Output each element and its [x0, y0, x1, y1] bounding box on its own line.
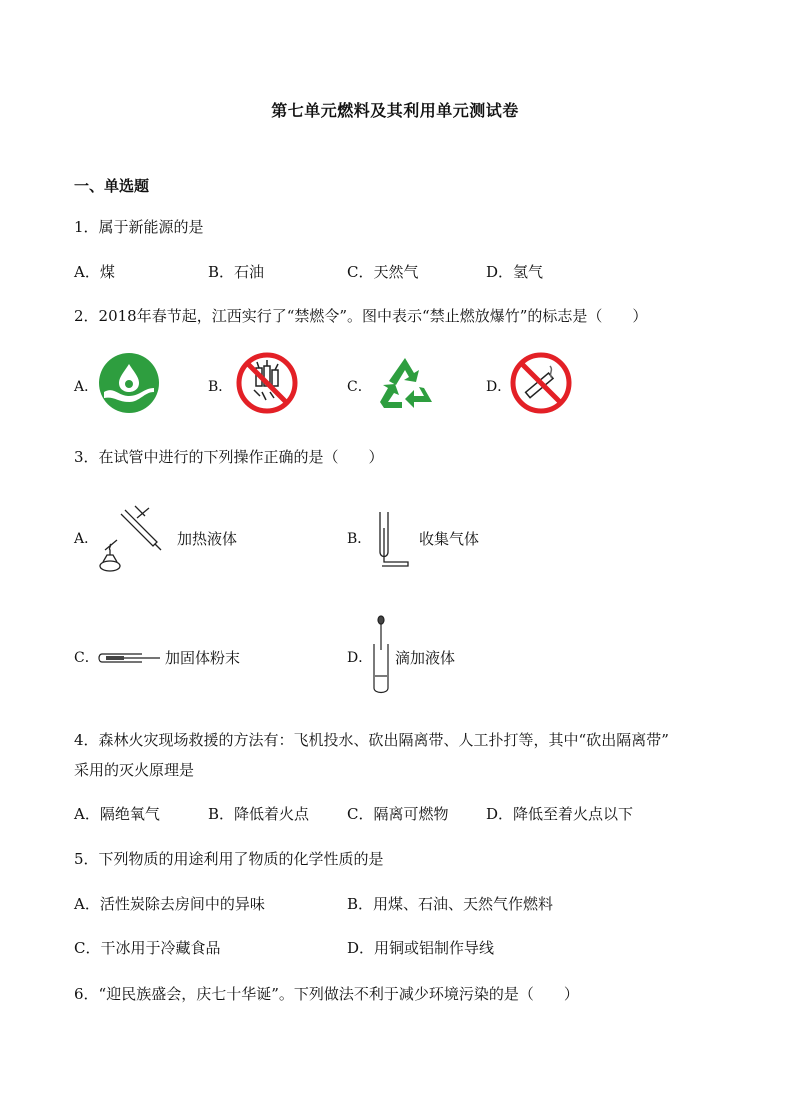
question-3-letter-b[interactable]: B．	[347, 531, 372, 547]
recycle-icon[interactable]	[374, 354, 436, 412]
question-3-letter-c[interactable]: C．	[74, 650, 99, 666]
adding-powder-apparatus-icon[interactable]	[98, 648, 162, 668]
question-3-letter-d[interactable]: D．	[347, 650, 373, 666]
section-heading: 一、单选题	[74, 177, 150, 195]
question-2-stem: 2．2018年春节起，江西实行了“禁燃令”。图中表示“禁止燃放爆竹”的标志是（ ）	[74, 307, 648, 325]
question-4-option-d[interactable]: D．降低至着火点以下	[486, 805, 634, 823]
heating-liquid-apparatus-icon[interactable]	[95, 500, 173, 578]
question-5-option-a[interactable]: A．活性炭除去房间中的异味	[74, 895, 265, 913]
question-5-option-b[interactable]: B．用煤、石油、天然气作燃料	[347, 895, 554, 913]
question-4-stem-line-2: 采用的灭火原理是	[74, 761, 195, 779]
no-fireworks-icon[interactable]	[236, 352, 298, 414]
page-title: 第七单元燃料及其利用单元测试卷	[271, 101, 519, 120]
question-3-label-c: 加固体粉末	[165, 649, 241, 667]
question-1-option-c[interactable]: C．天然气	[347, 263, 419, 281]
water-saving-icon[interactable]	[98, 352, 160, 414]
question-4-stem-line-1: 4．森林火灾现场救援的方法有：飞机投水、砍出隔离带、人工扑打等，其中“砍出隔离带”	[74, 731, 669, 749]
question-2-letter-d[interactable]: D．	[486, 379, 512, 395]
question-3-label-d: 滴加液体	[395, 649, 456, 667]
question-1-stem: 1．属于新能源的是	[74, 218, 204, 236]
question-3-letter-a[interactable]: A．	[74, 531, 99, 547]
question-3-stem: 3．在试管中进行的下列操作正确的是（ ）	[74, 448, 384, 466]
question-4-option-b[interactable]: B．降低着火点	[208, 805, 310, 823]
question-6-stem: 6．“迎民族盛会，庆七十华诞”。下列做法不利于减少环境污染的是（ ）	[74, 985, 579, 1003]
question-3-label-a: 加热液体	[177, 530, 238, 548]
gas-collection-apparatus-icon[interactable]	[370, 508, 414, 568]
question-4-option-c[interactable]: C．隔离可燃物	[347, 805, 449, 823]
question-5-option-c[interactable]: C．干冰用于冷藏食品	[74, 939, 221, 957]
question-1-option-b[interactable]: B．石油	[208, 263, 265, 281]
question-4-option-a[interactable]: A．隔绝氧气	[74, 805, 160, 823]
question-2-letter-b[interactable]: B．	[208, 379, 233, 395]
question-1-option-d[interactable]: D．氢气	[486, 263, 544, 281]
question-5-stem: 5．下列物质的用途利用了物质的化学性质的是	[74, 850, 384, 868]
question-3-label-b: 收集气体	[419, 530, 480, 548]
question-2-letter-a[interactable]: A．	[74, 379, 99, 395]
no-smoking-icon[interactable]	[510, 352, 572, 414]
question-2-letter-c[interactable]: C．	[347, 379, 372, 395]
question-1-option-a[interactable]: A．煤	[74, 263, 115, 281]
question-5-option-d[interactable]: D．用铜或铝制作导线	[347, 939, 495, 957]
dropping-liquid-apparatus-icon[interactable]	[370, 614, 392, 694]
